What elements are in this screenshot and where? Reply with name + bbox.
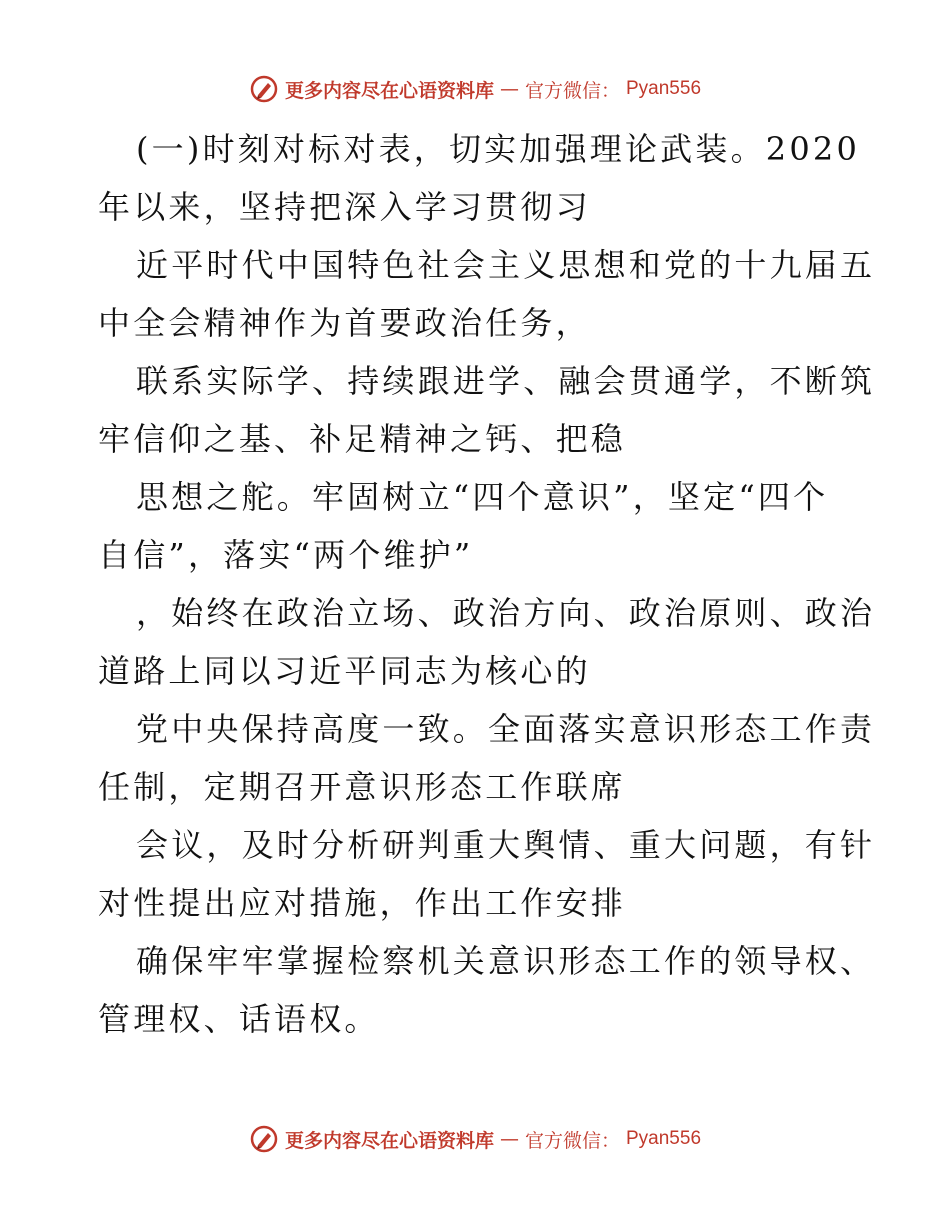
pen-logo-icon xyxy=(249,74,279,104)
watermark-dash: — xyxy=(499,1128,519,1150)
watermark-wechat-id: Pyan556 xyxy=(626,1128,702,1149)
paragraph-line: 联系实际学、持续跟进学、融会贯通学，不断筑 xyxy=(136,362,876,400)
paragraph-line: 近平时代中国特色社会主义思想和党的十九届五 xyxy=(136,246,876,284)
header-watermark xyxy=(0,74,950,104)
watermark-official-label: 官方微信： xyxy=(524,79,620,102)
paragraph-line: 牢信仰之基、补足精神之钙、把稳 xyxy=(98,420,627,458)
paragraph-line: 年以来，坚持把深入学习贯彻习 xyxy=(98,188,591,226)
paragraph-line: 管理权、话语权。 xyxy=(98,1000,380,1038)
watermark-wechat-id: Pyan556 xyxy=(626,78,702,99)
paragraph-line: 自信”，落实“两个维护” xyxy=(98,536,474,574)
paragraph-line: 任制，定期召开意识形态工作联席 xyxy=(98,768,627,806)
paragraph-line: ，始终在政治立场、政治方向、政治原则、政治 xyxy=(136,594,876,632)
paragraph-line: 党中央保持高度一致。全面落实意识形态工作责 xyxy=(136,710,876,748)
footer-watermark xyxy=(0,1124,950,1154)
watermark-dash: — xyxy=(499,78,519,100)
watermark-official-label: 官方微信： xyxy=(524,1129,620,1152)
paragraph-line: 确保牢牢掌握检察机关意识形态工作的领导权、 xyxy=(136,942,876,980)
watermark-brand: 更多内容尽在心语资料库 xyxy=(284,79,494,102)
pen-logo-icon xyxy=(249,1124,279,1154)
paragraph-line: 对性提出应对措施，作出工作安排 xyxy=(98,884,627,922)
paragraph-line: 道路上同以习近平同志为核心的 xyxy=(98,652,591,690)
paragraph-line: (一)时刻对标对表，切实加强理论武装。2020 xyxy=(136,130,861,168)
watermark-brand: 更多内容尽在心语资料库 xyxy=(284,1129,494,1152)
paragraph-line: 会议，及时分析研判重大舆情、重大问题，有针 xyxy=(136,826,876,864)
paragraph-line: 中全会精神作为首要政治任务， xyxy=(98,304,591,342)
document-body xyxy=(98,120,876,1048)
paragraph-line: 思想之舵。牢固树立“四个意识”，坚定“四个 xyxy=(136,478,829,516)
